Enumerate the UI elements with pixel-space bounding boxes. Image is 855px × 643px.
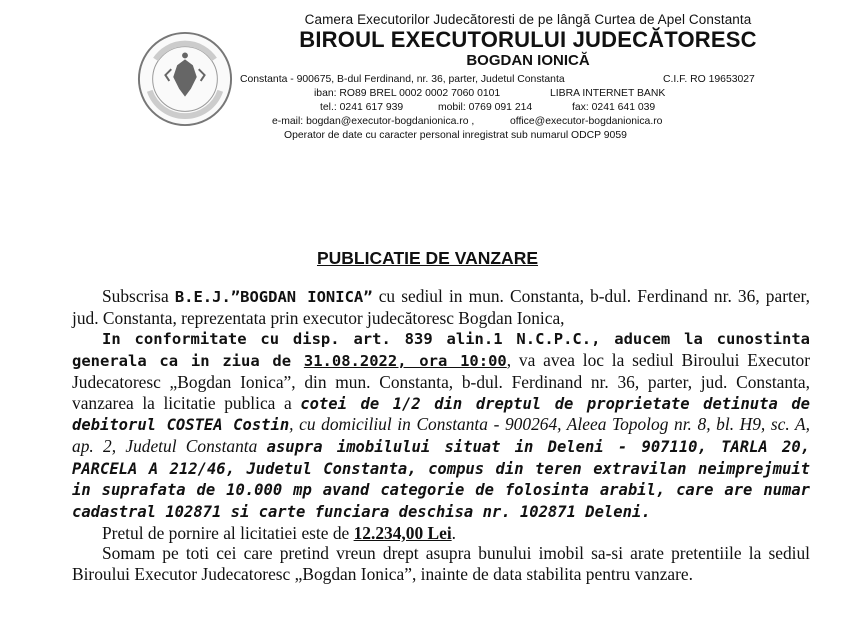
intro-text-rest: cu sediul in mun. Constanta, b-dul. Ferdinand nr. 36, parter, jud. Constanta, reprezentata prin executor judecătoresc Bogdan Ionica, <box>72 286 811 328</box>
paragraph-announcement <box>72 328 810 522</box>
legal-basis: In conformitate cu disp. art. 839 alin.1 N.C.P.C., aducem la cunostinta generala ca in ziua de <box>72 330 810 371</box>
fax: fax: 0241 641 039 <box>572 102 656 113</box>
price-end: . <box>451 522 457 543</box>
property-description: asupra imobilului situat in Deleni - 907110, TARLA 20, PARCELA A 212/46, Judetul Constanta, compus din teren extravilan neimprejmuit in suprafata de 10.000 mp avand categorie de folosinta arabil, care are numar cadastral 102871 si carte funciara deschisa nr. 102871 Deleni. <box>72 437 810 522</box>
starting-price: 12.234,00 Lei <box>353 522 452 543</box>
auction-date: 31.08.2022, ora 10:00 <box>303 352 507 371</box>
page-title: PUBLICATIE DE VANZARE <box>316 248 539 268</box>
firm-name: B.E.J.”BOGDAN IONICA” <box>174 288 373 306</box>
phone: tel.: 0241 617 939 <box>320 102 404 113</box>
letterhead <box>228 12 828 143</box>
bank: LIBRA INTERNET BANK <box>550 88 666 99</box>
debtor-share: cotei de 1/2 din dreptul de proprietate detinuta de debitorul COSTEA Costin <box>72 394 811 435</box>
email-bogdan[interactable]: e-mail: bogdan@executor-bogdanionica.ro , <box>272 116 475 127</box>
document-body <box>72 286 810 585</box>
auction-location: , va avea loc la sediul Biroului Executor Judecatoresc „Bogdan Ionica”, din mun. Constanta, b-dul. Ferdinand nr. 36, parter, jud. Constanta, vanzarea la licitatie publica a <box>72 350 811 413</box>
paragraph-summons: Somam pe toti cei care pretind vreun drept asupra bunului imobil sa-si arate pretentiile la sediul Biroului Executor Judecatoresc „Bogdan Ionica”, inainte de data stabilita pentru vanzare. <box>72 543 810 585</box>
email-office[interactable]: office@executor-bogdanionica.ro <box>510 116 663 127</box>
executor-name: BOGDAN IONICĂ <box>466 52 590 69</box>
intro-text: Subscrisa <box>102 286 175 306</box>
debtor-address: , cu domiciliul in Constanta - 900264, Aleea Topolog nr. 8, bl. H9, sc. A, ap. 2, Judetul Constanta <box>72 414 810 456</box>
price-label: Pretul de pornire al licitatiei este de <box>102 522 354 543</box>
operator-note: Operator de date cu caracter personal inregistrat sub numarul ODCP 9059 <box>284 130 627 141</box>
office-name: BIROUL EXECUTORULUI JUDECĂTORESC <box>299 27 757 52</box>
paragraph-intro <box>72 286 810 328</box>
address: Constanta - 900675, B-dul Ferdinand, nr. 36, parter, Judetul Constanta <box>240 74 565 85</box>
chamber-name: Camera Executorilor Judecătoresti de pe lângă Curtea de Apel Constanta <box>304 12 752 27</box>
seal-logo <box>136 30 234 128</box>
paragraph-price <box>72 523 810 544</box>
iban: iban: RO89 BREL 0002 0002 7060 0101 <box>314 88 501 99</box>
cif: C.I.F. RO 19653027 <box>663 74 755 85</box>
mobile: mobil: 0769 091 214 <box>438 102 533 113</box>
